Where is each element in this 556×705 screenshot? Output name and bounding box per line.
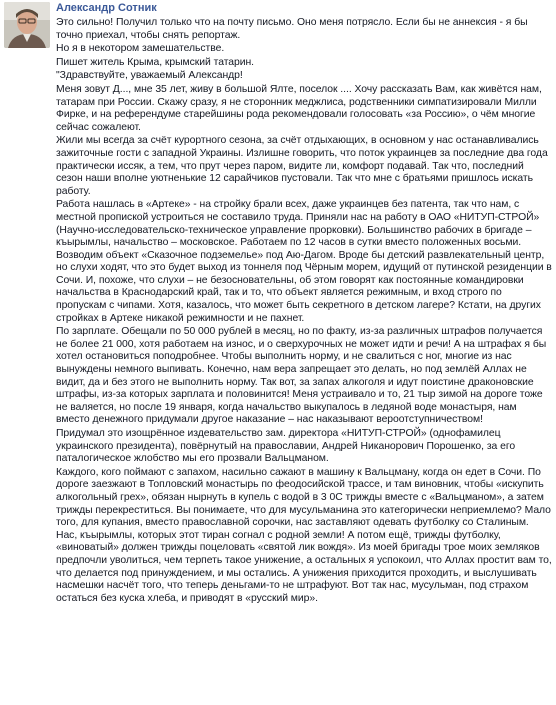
post-paragraph: Пишет житель Крыма, крымский татарин. [56, 56, 255, 68]
post-paragraph: Меня зовут Д..., мне 35 лет, живу в большой Ялте, поселок .... Хочу рассказать Вам, как живётся нам, татарам при России. Скажу сразу, я не сторонник меджлиса, родственники симпатизировали Милли Фирке, и на референдуме старейшины рода рекомендовали голосовать «за Россию», о чём многие сейчас сожалеют. [56, 83, 542, 133]
post-paragraph: Каждого, кого поймают с запахом, насильно сажают в машину к Вальцману, когда он едет в Сочи. По дороге заезжают в Топловский монастырь по феодосийской трассе, и там виновник, чтобы «искупить алкогольный грех», обязан нырнуть в купель с водой в 3 0С трижды вместе с «Вальцманом», а затем трижды перекреститься. Вы понимаете, что для мусульманина это категорически неприемлемо? Мало того, для купания, вместо православной сорочки, нас заставляют одевать футболку со Сталиным. Нас, къырымлы, которых этот тиран согнал с родной земли! А потом ещё, трижды футболку, «виноватый» должен трижды поцеловать «святой лик вождя». Из моей бригады трое моих земляков предпочли уволиться, чем терпеть такое унижение, а остальных я успокоил, что Аллах простит вам то, что делается под принуждением, и мы остались. А унижения приходится проходить, и выслушивать насмешки насчёт того, что теперь деньгами-то не штрафуют. Вот так нас, мусульман, под страхом остаться без куска хлеба, и приводят в «русский мир». [56, 466, 552, 604]
avatar[interactable] [4, 2, 50, 48]
post-paragraph: "Здравствуйте, уважаемый Александр! [56, 70, 243, 82]
post-content [56, 2, 552, 606]
post-text [56, 17, 552, 605]
post-paragraph: Жили мы всегда за счёт курортного сезона, за счёт отдыхающих, в основном у нас останавливались зажиточные гости с западной Украины. Излишне говорить, что поток украинцев за последние два года практически иссяк, а тем, что прут через паром, видите ли, комфорт подавай. Так что, последний сезон наши вполне уютненькие 12 сарайчиков пустовали. Так что мне с братьями пришлось искать работу. [56, 135, 548, 197]
avatar-photo-icon [4, 2, 50, 48]
post-paragraph: Придумал это изощрённое издевательство зам. директора «НИТУП-СТРОЙ» (однофамилец украинского президента), повёрнутый на православии, Андрей Никанорович Порошенко, за его паталогическое жлобство мы его прозвали Вальцманом. [56, 428, 516, 465]
post-paragraph: Это сильно! Получил только что на почту письмо. Оно меня потрясло. Если бы не аннексия - я бы точно приехал, чтобы снять репортаж. [56, 17, 528, 41]
post-paragraph: Но я в некотором замешательстве. [56, 43, 225, 55]
post-paragraph: По зарплате. Обещали по 50 000 рублей в месяц, но по факту, из-за различных штрафов получается не более 21 000, хотя работаем на износ, и о сверхурочных не может идти и речи! А на штрафах я бы хотел остановиться поподробнее. Чтобы выполнить норму, и не свалиться с ног, многие из нас вынуждены немного выпивать. Конечно, нам вера запрещает это делать, но под землёй Аллах не видит, да и без этого не выполнить норму. Так вот, за запах алкоголя и идут поистине драконовские штрафы, из-за которых зарплата и половинится! Меня устраивало и то, 21 тыр зимой на дороге тоже не валяется, но после 19 января, когда начальство выкупалось в ледяной воде монастыря, нам вместо денежного придумали другое наказание – нас наказывают вероотступничеством! [56, 326, 547, 426]
post-paragraph: Работа нашлась в «Артеке» - на стройку брали всех, даже украинцев без патента, так что нам, с местной пропиской устроиться не составило труда. Приняли нас на работу в ОАО «НИТУП-СТРОЙ» (Научно-исследовательско-техническое управление прорковки). Большинство рабочих в бригаде – къырымлы, начальство – московское. Работаем по 12 часов в сутки вместо положенных восьми. Возводим объект «Сказочное подземелье» под Аю-Дагом. Вроде бы детский развлекательный центр, но слухи ходят, что это будет выход из тоннеля под Чёрным морем, идущий от путинской резиденции в Сочи. И, похоже, что слухи – не безосновательны, об этом говорят как постоянные командировки начальства в Краснодарский край, так и то, что объект является режимным, и вход строго по пропускам с чипами. Хотя, казалось, что может быть секретного в детском лагере? Кстати, на других стройках в Артеке никакой режимности и не пахнет. [56, 199, 552, 324]
author-name-link[interactable]: Александр Сотник [56, 2, 157, 14]
